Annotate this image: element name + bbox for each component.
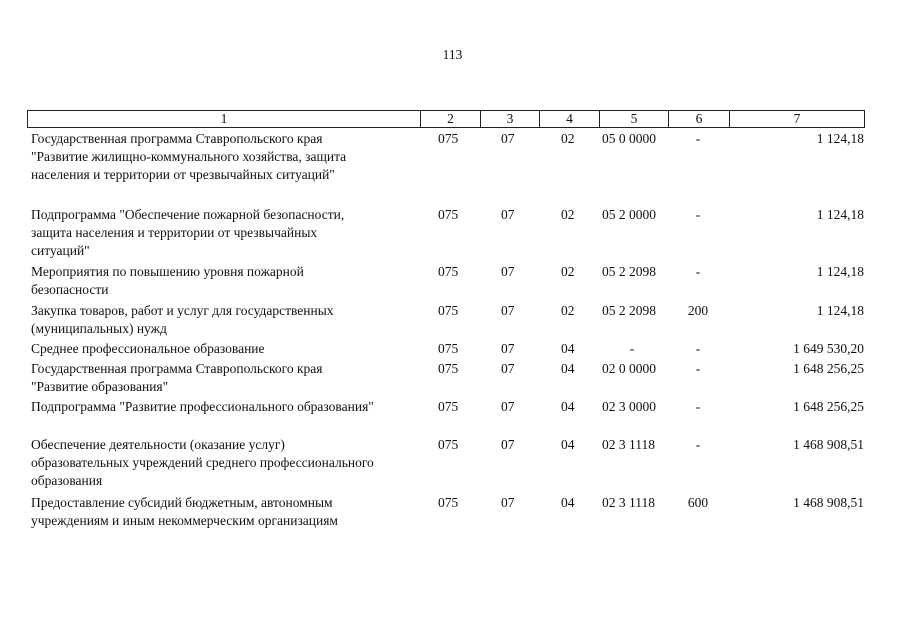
cell-col-6: 200 [687,303,709,318]
cell-col-3: 07 [501,341,515,356]
cell-col-4: 04 [561,361,575,376]
header-col-6: 6 [668,111,729,127]
cell-col-7: 1 649 530,20 [793,341,864,356]
row-name [31,494,426,530]
cell-col-4: 02 [561,207,575,222]
cell-col-3: 07 [501,361,515,376]
cell-col-4: 04 [561,495,575,510]
cell-col-2: 075 [438,361,459,376]
cell-col-5: 05 2 0000 [602,207,656,222]
cell-col-3: 07 [501,495,515,510]
cell-col-4: 02 [561,131,575,146]
row-name-line: Среднее профессиональное образование [31,341,265,356]
row-name-line: "Развитие жилищно-коммунального хозяйства, защита [31,149,347,164]
row-name-line: Закупка товаров, работ и услуг для государственных [31,303,334,318]
cell-col-2: 075 [438,399,459,414]
cell-col-3: 07 [501,264,515,279]
row-name-line: образования [31,473,103,488]
cell-col-3: 07 [501,131,515,146]
cell-col-7: 1 648 256,25 [793,361,864,376]
row-name-line: учреждениям и иным некоммерческим организациям [31,513,338,528]
header-col-4: 4 [539,111,599,127]
cell-col-7: 1 648 256,25 [793,399,864,414]
cell-col-4: 04 [561,437,575,452]
cell-col-5: 02 3 1118 [602,437,655,452]
row-name-line: (муниципальных) нужд [31,321,167,336]
page-number: 113 [442,47,463,62]
row-name-line: защита населения и территории от чрезвычайных [31,225,318,240]
cell-col-3: 07 [501,399,515,414]
cell-col-6: 600 [687,495,709,510]
row-name [31,263,426,299]
cell-col-5: 02 3 1118 [602,495,655,510]
cell-col-2: 075 [438,131,459,146]
header-col-3: 3 [480,111,539,127]
cell-col-5: 05 0 0000 [602,131,656,146]
row-name [31,302,426,338]
cell-col-5: 05 2 2098 [602,264,656,279]
cell-col-4: 04 [561,399,575,414]
row-name [31,398,426,416]
cell-col-4: 02 [561,264,575,279]
cell-col-3: 07 [501,207,515,222]
cell-col-2: 075 [438,264,459,279]
cell-col-5: - [629,341,635,356]
cell-col-6: - [695,264,701,279]
cell-col-5: 02 0 0000 [602,361,656,376]
cell-col-6: - [695,399,701,414]
cell-col-2: 075 [438,341,459,356]
cell-col-4: 02 [561,303,575,318]
row-name-line: населения и территории от чрезвычайных ситуаций" [31,167,335,182]
row-name-line: Подпрограмма "Обеспечение пожарной безопасности, [31,207,345,222]
cell-col-4: 04 [561,341,575,356]
cell-col-2: 075 [438,303,459,318]
cell-col-5: 05 2 2098 [602,303,656,318]
cell-col-7: 1 124,18 [816,131,864,146]
row-name [31,360,426,396]
row-name [31,130,426,184]
cell-col-2: 075 [438,495,459,510]
cell-col-7: 1 468 908,51 [793,437,864,452]
header-col-5: 5 [599,111,668,127]
row-name [31,436,426,490]
cell-col-6: - [695,341,701,356]
row-name-line: ситуаций" [31,243,90,258]
cell-col-2: 075 [438,207,459,222]
row-name [31,206,426,260]
row-name-line: Государственная программа Ставропольского края [31,131,323,146]
header-col-7: 7 [729,111,864,127]
cell-col-6: - [695,361,701,376]
row-name-line: "Развитие образования" [31,379,169,394]
row-name-line: Подпрограмма "Развитие профессионального образования" [31,399,374,414]
cell-col-7: 1 124,18 [816,207,864,222]
cell-col-2: 075 [438,437,459,452]
cell-col-3: 07 [501,437,515,452]
row-name-line: Мероприятия по повышению уровня пожарной [31,264,304,279]
cell-col-3: 07 [501,303,515,318]
table-header [27,110,865,128]
header-col-1: 1 [220,111,228,126]
cell-col-5: 02 3 0000 [602,399,656,414]
row-name-line: образовательных учреждений среднего профессионального [31,455,374,470]
row-name [31,340,426,358]
row-name-line: Предоставление субсидий бюджетным, автономным [31,495,333,510]
cell-col-6: - [695,131,701,146]
cell-col-7: 1 468 908,51 [793,495,864,510]
header-col-2: 2 [420,111,480,127]
row-name-line: Государственная программа Ставропольского края [31,361,323,376]
cell-col-7: 1 124,18 [816,264,864,279]
cell-col-7: 1 124,18 [816,303,864,318]
row-name-line: безопасности [31,282,109,297]
row-name-line: Обеспечение деятельности (оказание услуг) [31,437,285,452]
cell-col-6: - [695,437,701,452]
cell-col-6: - [695,207,701,222]
